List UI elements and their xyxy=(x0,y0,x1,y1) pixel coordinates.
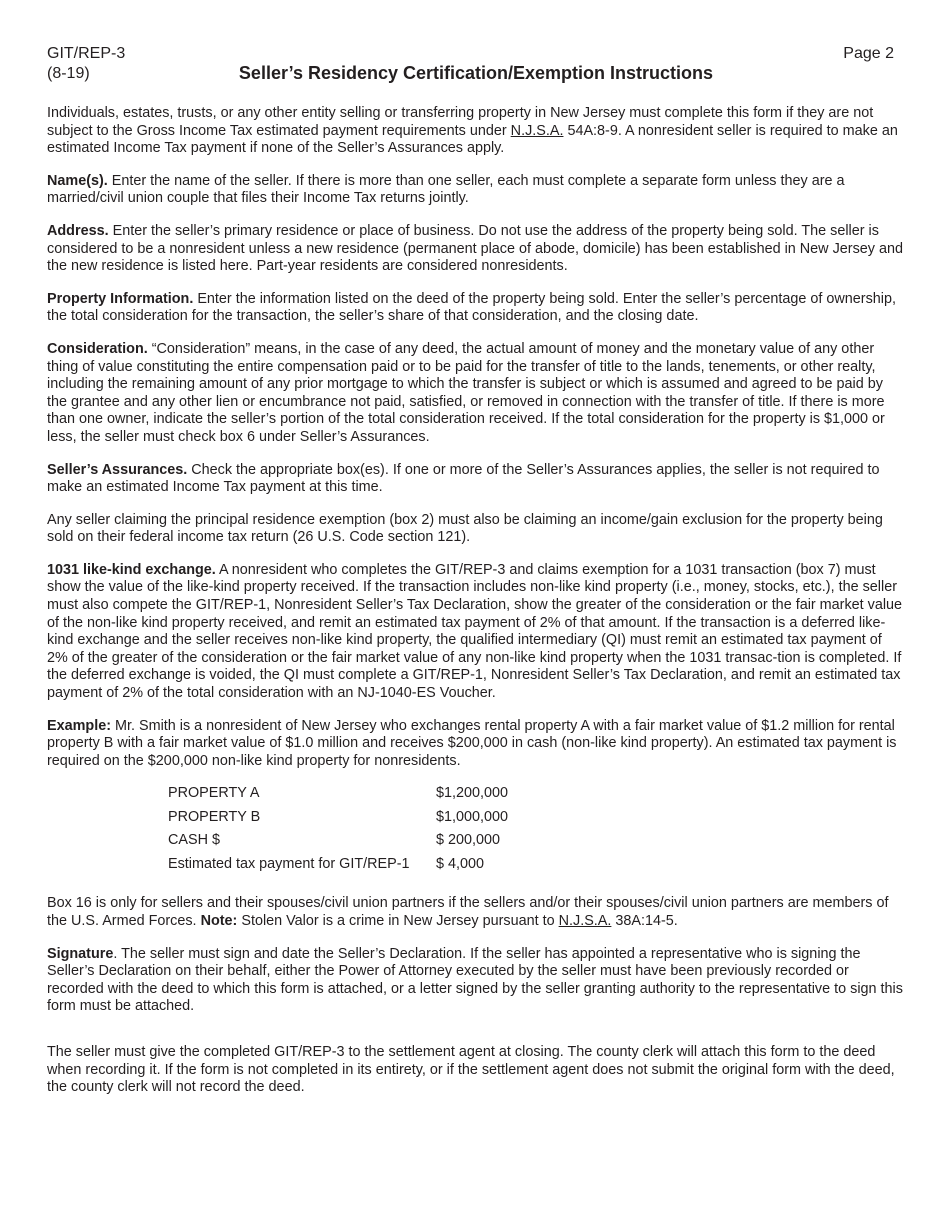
table-cell-value: $ 4,000 xyxy=(436,855,485,872)
property-information-heading: Property Information. xyxy=(47,290,194,307)
njsa-reference: N.J.S.A. xyxy=(510,122,564,139)
names-paragraph: Name(s). Enter the name of the seller. If there is more than one seller, each must complete a separate form unless they are a married/civil union couple that files their Income Tax returns jointly. xyxy=(47,172,845,207)
names-heading: Name(s). xyxy=(47,172,108,189)
sellers-assurances-paragraph: Seller’s Assurances. Check the appropriate box(es). If one or more of the Seller’s Assurances applies, the seller is not required to make an estimated Income Tax payment at this time. xyxy=(47,461,880,496)
signature-paragraph: Signature. The seller must sign and date the Seller’s Declaration. If the seller has appointed a representative who is signing the Seller’s Declaration on their behalf, either the Power of Attorney executed by the seller must have been previously recorded or recorded with the deed to which this form is attached, or a letter signed by the seller granting authority to the representative to sign this form must be attached. xyxy=(47,945,903,1015)
table-cell-label: Estimated tax payment for GIT/REP-1 xyxy=(168,855,410,872)
table-cell-value: $ 200,000 xyxy=(436,832,501,849)
page-header xyxy=(47,44,905,84)
intro-paragraph: Individuals, estates, trusts, or any other entity selling or transferring property in New Jersey must complete this form if they are not subject to the Gross Income Tax estimated payment requirements under N.J.S.A. 54A:8-9. A nonresident seller is required to make an estimated Income Tax payment if none of the Seller’s Assurances apply. xyxy=(47,105,898,157)
table-row xyxy=(168,832,508,856)
table-cell-label: PROPERTY A xyxy=(168,785,260,802)
note-heading: Note: xyxy=(200,913,238,929)
form-id: GIT/REP-3 xyxy=(47,45,126,62)
box16-paragraph: Box 16 is only for sellers and their spouses/civil union partners if the sellers and/or their spouses/civil union partners are members of the U.S. Armed Forces. Note: Stolen Valor is a crime in New Jersey pursuant to N.J.S.A. 38A:14-5. xyxy=(47,895,889,929)
like-kind-exchange-heading: 1031 like-kind exchange. xyxy=(47,561,216,578)
page-number: Page 2 xyxy=(843,45,894,62)
like-kind-exchange-paragraph: 1031 like-kind exchange. A nonresident who completes the GIT/REP-3 and claims exemption for a 1031 transaction (box 7) must show the value of the like-kind property received. If the transaction includes non-like kind property (i.e., money, stocks, etc.), the seller must also compete the GIT/REP-1, Nonresident Seller’s Tax Declaration, show the greater of the consideration or the fair market value of the non-like kind property received, and remit an estimated tax payment of 2% of that amount. If the transaction is a deferred like-kind exchange and the seller receives non-like kind property, the qualified intermediary (QI) must remit an estimated tax payment of 2% of the greater of the consideration or the fair market value of any non-like kind property when the 1031 transac-tion is completed. If the deferred exchange is voided, the QI must complete a GIT/REP-1, Nonresident Seller’s Tax Declaration, and remit an estimated tax payment of 2% of the total consideration with an NJ-1040-ES Voucher. xyxy=(47,561,903,702)
document-page xyxy=(47,44,905,1096)
table-cell-label: CASH $ xyxy=(168,832,220,849)
sellers-assurances-heading: Seller’s Assurances. xyxy=(47,461,188,478)
table-cell-value: $1,000,000 xyxy=(436,808,509,825)
consideration-paragraph: Consideration. “Consideration” means, in the case of any deed, the actual amount of money and the monetary value of any other thing of value constituting the entire compensation paid or to be paid for the transfer of title to the lands, tenements, or other realty, including the remaining amount of any prior mortgage to which the transfer is subject or which is assumed and agreed to be paid by the grantee and any other lien or encumbrance not paid, satisfied, or removed in connection with the transfer of title. If there is more than one owner, indicate the seller’s portion of the total consideration received. If the total consideration for the property is $1,000 or less, the seller must check box 6 under Seller’s Assurances. xyxy=(47,340,885,445)
signature-heading: Signature xyxy=(47,945,114,962)
njsa-reference: N.J.S.A. xyxy=(558,913,612,929)
table-row xyxy=(168,856,508,880)
closing-paragraph: The seller must give the completed GIT/REP-3 to the settlement agent at closing. The county clerk will attach this form to the deed when recording it. If the form is not completed in its entirety, or if the settlement agent does not submit the original form with the deed, the county clerk will not record the deed. xyxy=(47,1043,895,1096)
instructions-body xyxy=(47,105,905,1112)
example-table xyxy=(168,785,508,879)
form-revision-date: (8-19) xyxy=(47,65,90,82)
table-cell-value: $1,200,000 xyxy=(436,785,509,802)
table-cell-label: PROPERTY B xyxy=(168,808,261,825)
property-information-paragraph: Property Information. Enter the information listed on the deed of the property being sold. Enter the seller’s percentage of ownership, the total consideration for the transaction, the seller’s share of that consideration, and the closing date. xyxy=(47,290,896,325)
principal-residence-paragraph: Any seller claiming the principal residence exemption (box 2) must also be claiming an income/gain exclusion for the property being sold on their federal income tax return (26 U.S. Code section 121). xyxy=(47,511,883,546)
consideration-heading: Consideration. xyxy=(47,340,148,357)
table-row xyxy=(168,809,508,833)
example-paragraph: Example: Mr. Smith is a nonresident of New Jersey who exchanges rental property A with a fair market value of $1.2 million for rental property B with a fair market value of $1.0 million and receives $200,000 in cash (non-like kind property). An estimated tax payment is required on the $200,000 non-like kind property for nonresidents. xyxy=(47,717,897,769)
address-heading: Address. xyxy=(47,222,109,239)
example-heading: Example: xyxy=(47,717,111,734)
page-title: Seller’s Residency Certification/Exemption Instructions xyxy=(238,63,714,83)
table-row xyxy=(168,785,508,809)
address-paragraph: Address. Enter the seller’s primary residence or place of business. Do not use the address of the property being sold. The seller is considered to be a nonresident unless a new residence (permanent place of abode, domicile) has been established in New Jersey and the new residence is listed here. Part-year residents are considered nonresidents. xyxy=(47,222,903,275)
